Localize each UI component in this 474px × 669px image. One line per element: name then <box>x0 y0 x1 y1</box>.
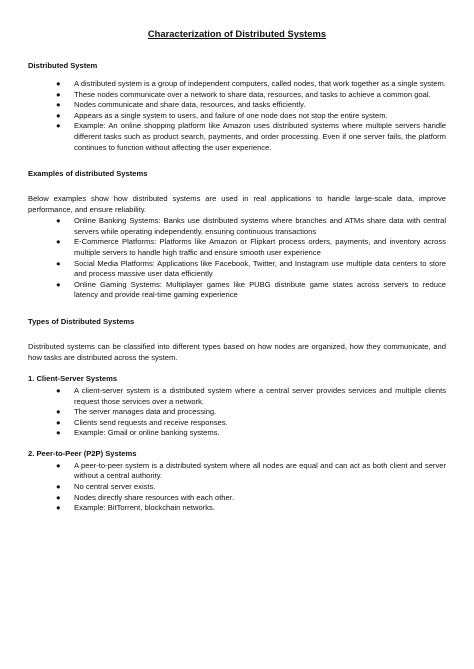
list-item <box>56 461 446 482</box>
bullet-icon: ● <box>56 492 61 502</box>
list-item-text: Example: Gmail or online banking systems. <box>74 428 220 438</box>
list-item-text: No central server exists. <box>74 482 156 492</box>
section-heading-distributed-system: Distributed System <box>28 61 98 70</box>
bullet-icon: ● <box>56 110 61 120</box>
list-item <box>56 216 446 237</box>
list-item-text: Clients send requests and receive responses. <box>74 417 228 427</box>
list-item <box>56 259 446 280</box>
bullet-icon: ● <box>56 428 61 438</box>
bullet-icon: ● <box>56 258 61 268</box>
section-heading-types: Types of Distributed Systems <box>28 316 135 326</box>
list-item-text: Social Media Platforms: Applications like Facebook, Twitter, and Instagram use multiple data centers to store and process massive user data efficiently <box>74 258 446 279</box>
document-title: Characterization of Distributed Systems <box>147 28 327 39</box>
bullet-icon: ● <box>56 279 61 289</box>
list-item <box>56 503 446 514</box>
list-item-text: Nodes directly share resources with each other. <box>74 492 234 502</box>
list-item <box>56 407 446 418</box>
bullet-icon: ● <box>56 503 61 513</box>
list-item <box>56 121 446 153</box>
bullet-icon: ● <box>56 417 61 427</box>
list-item-text: Online Gaming Systems: Multiplayer games like PUBG distribute game states across servers to reduce latency and provide real-time gaming experience <box>74 279 446 300</box>
list-item <box>56 111 446 122</box>
bullet-icon: ● <box>56 121 61 131</box>
bullet-icon: ● <box>56 100 61 110</box>
list-item <box>56 79 446 90</box>
list-item <box>56 428 446 439</box>
list-item-text: These nodes communicate over a network to share data, resources, and tasks to achieve a common goal. <box>74 89 431 99</box>
bullet-list-distributed-system <box>28 79 446 153</box>
list-item-text: Online Banking Systems: Banks use distributed systems where branches and ATMs share data with central servers while operating independently, ensuring continuous transactions <box>74 216 446 236</box>
bullet-icon: ● <box>56 460 61 470</box>
bullet-icon: ● <box>56 385 61 395</box>
list-item <box>56 482 446 493</box>
bullet-icon: ● <box>56 89 61 99</box>
list-item-text: The server manages data and processing. <box>74 407 217 417</box>
list-item-text: Nodes communicate and share data, resources, and tasks efficiently. <box>74 100 306 110</box>
list-item-text: Appears as a single system to users, and failure of one node does not stop the entire system. <box>74 110 388 120</box>
list-item <box>56 237 446 258</box>
list-item-text: Example: BitTorrent, blockchain networks. <box>74 503 215 513</box>
list-item <box>56 418 446 429</box>
list-item-text: A client-server system is a distributed system where a central server provides services and multiple clients request those services over a network. <box>74 385 446 406</box>
bullet-icon: ● <box>56 216 61 226</box>
list-item <box>56 280 446 301</box>
list-item-text: A distributed system is a group of independent computers, called nodes, that work together as a single system. <box>74 79 446 88</box>
list-item <box>56 493 446 504</box>
sub-heading-p2p: 2. Peer-to-Peer (P2P) Systems <box>28 448 137 458</box>
list-item-text: E-Commerce Platforms: Platforms like Amazon or Flipkart process orders, payments, and inventory across multiple servers to handle high traffic and ensure smooth user experience <box>74 237 446 257</box>
list-item-text: Example: An online shopping platform like Amazon uses distributed systems where multiple servers handle different tasks such as product search, payments, and order processing. Even if one server fails, the platform continues to function without affecting the user experience. <box>74 121 446 152</box>
types-intro: Distributed systems can be classified into different types based on how nodes are organized, how they communicate, and how tasks are distributed across the system. <box>28 341 446 362</box>
bullet-list-client-server <box>28 386 446 439</box>
bullet-list-examples <box>28 216 446 301</box>
list-item <box>56 90 446 101</box>
bullet-list-p2p <box>28 461 446 514</box>
bullet-icon: ● <box>56 482 61 492</box>
examples-intro: Below examples show how distributed systems are used in real applications to handle large-scale data, improve performance, and ensure reliability. <box>28 194 446 215</box>
list-item <box>56 386 446 407</box>
bullet-icon: ● <box>56 79 61 88</box>
section-heading-examples: Examples of distributed Systems <box>28 169 148 179</box>
sub-heading-client-server: 1. Client-Server Systems <box>28 373 118 383</box>
bullet-icon: ● <box>56 407 61 417</box>
bullet-icon: ● <box>56 237 61 247</box>
list-item <box>56 100 446 111</box>
list-item-text: A peer-to-peer system is a distributed system where all nodes are equal and can act as both client and server without a central authority. <box>74 460 446 481</box>
